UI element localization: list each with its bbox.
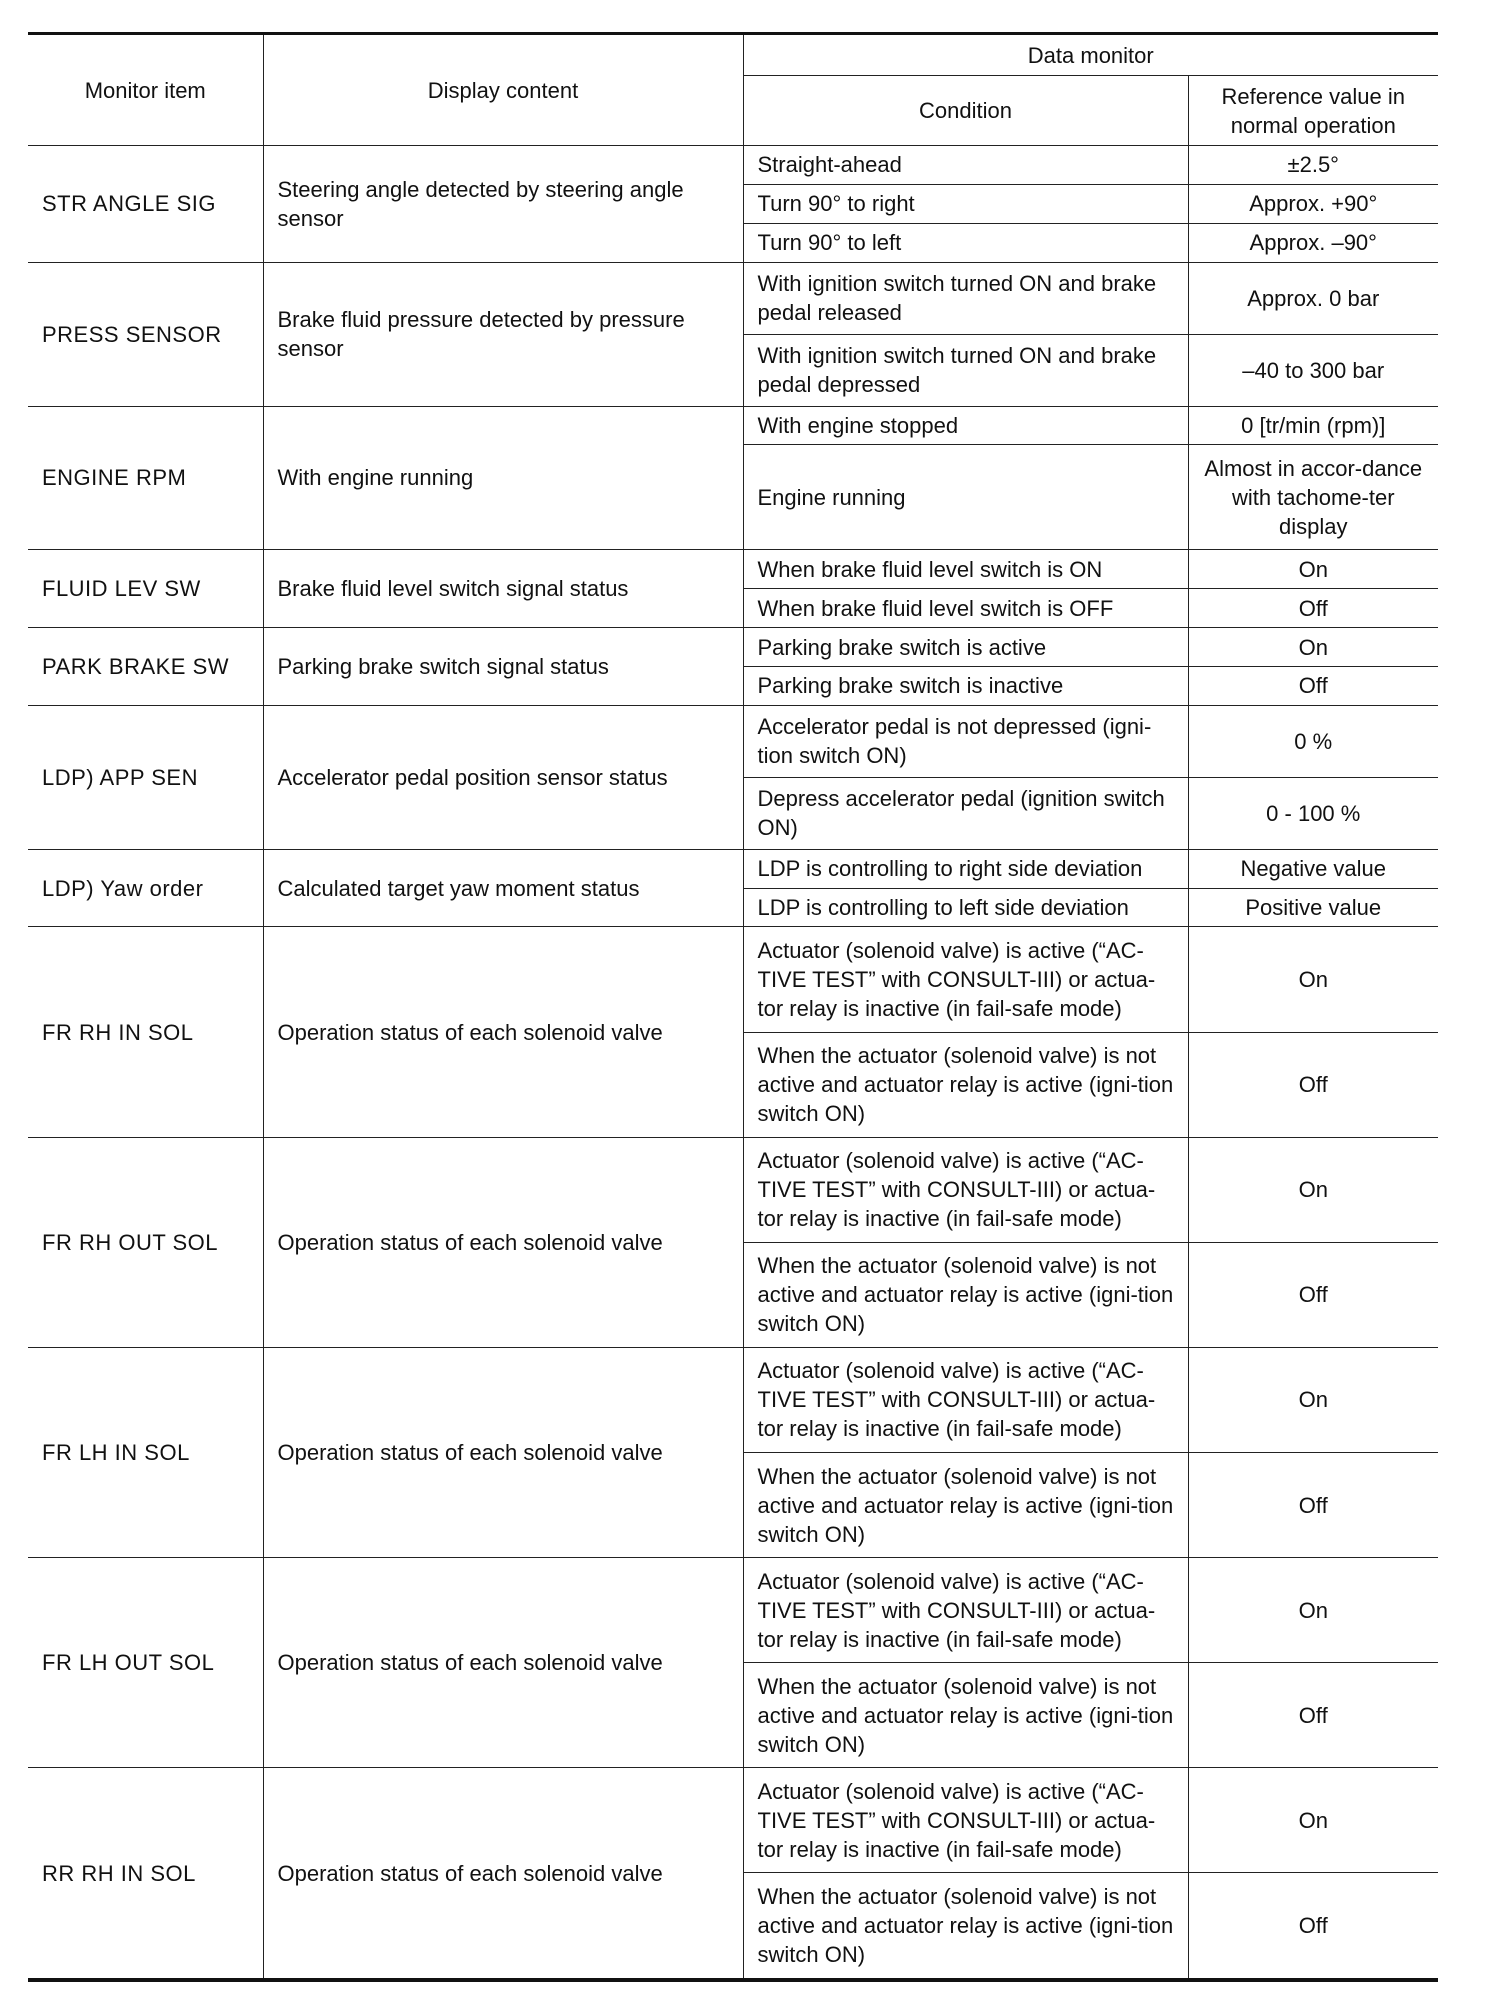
monitor-item-cell: LDP) Yaw order (28, 849, 263, 927)
condition-cell: Actuator (solenoid valve) is active (“AC-TIVE TEST” with CONSULT-III) or actua-tor relay is inactive (in fail-safe mode) (743, 1347, 1188, 1452)
header-monitor-item: Monitor item (28, 34, 263, 146)
condition-cell: When the actuator (solenoid valve) is not active and actuator relay is active (igni-tion switch ON) (743, 1453, 1188, 1558)
reference-value-cell: Approx. +90° (1188, 184, 1438, 223)
table-row (28, 1137, 1438, 1242)
table-body (28, 146, 1438, 1981)
display-content-cell: Brake fluid pressure detected by pressure sensor (263, 262, 743, 406)
header-data-monitor: Data monitor (743, 34, 1438, 76)
monitor-item-cell: FR RH IN SOL (28, 927, 263, 1137)
condition-cell: With ignition switch turned ON and brake pedal released (743, 262, 1188, 334)
reference-value-cell: Off (1188, 1453, 1438, 1558)
condition-cell: Turn 90° to left (743, 223, 1188, 262)
monitor-item-cell: PARK BRAKE SW (28, 628, 263, 706)
monitor-item-cell: RR RH IN SOL (28, 1768, 263, 1980)
reference-value-cell: On (1188, 1558, 1438, 1663)
reference-value-cell: Positive value (1188, 888, 1438, 927)
condition-cell: Straight-ahead (743, 146, 1188, 185)
table-row (28, 406, 1438, 445)
display-content-cell: Operation status of each solenoid valve (263, 1768, 743, 1980)
reference-value-cell: 0 % (1188, 705, 1438, 777)
monitor-item-cell: ENGINE RPM (28, 406, 263, 550)
condition-cell: Parking brake switch is inactive (743, 666, 1188, 705)
condition-cell: Actuator (solenoid valve) is active (“AC-TIVE TEST” with CONSULT-III) or actua-tor relay is inactive (in fail-safe mode) (743, 1137, 1188, 1242)
reference-value-cell: Negative value (1188, 849, 1438, 888)
reference-value-cell: On (1188, 1768, 1438, 1873)
reference-value-cell: On (1188, 550, 1438, 589)
reference-value-cell: Off (1188, 1873, 1438, 1980)
monitor-data-table (28, 32, 1438, 1982)
table-row (28, 1768, 1438, 1873)
reference-value-cell: Almost in accor-dance with tachome-ter display (1188, 445, 1438, 550)
monitor-item-cell: FR LH OUT SOL (28, 1558, 263, 1768)
monitor-item-cell: STR ANGLE SIG (28, 146, 263, 263)
monitor-item-cell: FR LH IN SOL (28, 1347, 263, 1557)
monitor-item-cell: LDP) APP SEN (28, 705, 263, 849)
condition-cell: Depress accelerator pedal (ignition switch ON) (743, 777, 1188, 849)
reference-value-cell: Off (1188, 1663, 1438, 1768)
condition-cell: With ignition switch turned ON and brake pedal depressed (743, 334, 1188, 406)
header-display-content: Display content (263, 34, 743, 146)
reference-value-cell: Off (1188, 1032, 1438, 1137)
condition-cell: Actuator (solenoid valve) is active (“AC-TIVE TEST” with CONSULT-III) or actua-tor relay is inactive (in fail-safe mode) (743, 927, 1188, 1032)
table-row (28, 1558, 1438, 1663)
display-content-cell: Operation status of each solenoid valve (263, 927, 743, 1137)
reference-value-cell: Approx. 0 bar (1188, 262, 1438, 334)
condition-cell: When the actuator (solenoid valve) is not active and actuator relay is active (igni-tion switch ON) (743, 1873, 1188, 1980)
table-row (28, 262, 1438, 334)
condition-cell: LDP is controlling to right side deviation (743, 849, 1188, 888)
condition-cell: When brake fluid level switch is ON (743, 550, 1188, 589)
reference-value-cell: 0 [tr/min (rpm)] (1188, 406, 1438, 445)
table-row (28, 705, 1438, 777)
reference-value-cell: Off (1188, 589, 1438, 628)
condition-cell: Turn 90° to right (743, 184, 1188, 223)
condition-cell: LDP is controlling to left side deviation (743, 888, 1188, 927)
reference-value-cell: On (1188, 628, 1438, 667)
condition-cell: With engine stopped (743, 406, 1188, 445)
display-content-cell: Operation status of each solenoid valve (263, 1558, 743, 1768)
monitor-item-cell: FLUID LEV SW (28, 550, 263, 628)
header-reference-value: Reference value in normal operation (1188, 76, 1438, 146)
monitor-item-cell: PRESS SENSOR (28, 262, 263, 406)
reference-value-cell: ±2.5° (1188, 146, 1438, 185)
header-condition: Condition (743, 76, 1188, 146)
condition-cell: Actuator (solenoid valve) is active (“AC-TIVE TEST” with CONSULT-III) or actua-tor relay is inactive (in fail-safe mode) (743, 1558, 1188, 1663)
reference-value-cell: Approx. –90° (1188, 223, 1438, 262)
condition-cell: Parking brake switch is active (743, 628, 1188, 667)
condition-cell: Engine running (743, 445, 1188, 550)
reference-value-cell: Off (1188, 1242, 1438, 1347)
display-content-cell: Accelerator pedal position sensor status (263, 705, 743, 849)
reference-value-cell: 0 - 100 % (1188, 777, 1438, 849)
reference-value-cell: –40 to 300 bar (1188, 334, 1438, 406)
table-row (28, 849, 1438, 888)
condition-cell: Actuator (solenoid valve) is active (“AC-TIVE TEST” with CONSULT-III) or actua-tor relay is inactive (in fail-safe mode) (743, 1768, 1188, 1873)
display-content-cell: Calculated target yaw moment status (263, 849, 743, 927)
monitor-item-cell: FR RH OUT SOL (28, 1137, 263, 1347)
display-content-cell: Brake fluid level switch signal status (263, 550, 743, 628)
display-content-cell: Parking brake switch signal status (263, 628, 743, 706)
reference-value-cell: On (1188, 927, 1438, 1032)
condition-cell: Accelerator pedal is not depressed (igni-tion switch ON) (743, 705, 1188, 777)
display-content-cell: With engine running (263, 406, 743, 550)
table-row (28, 146, 1438, 185)
condition-cell: When the actuator (solenoid valve) is not active and actuator relay is active (igni-tion switch ON) (743, 1663, 1188, 1768)
table-row (28, 628, 1438, 667)
condition-cell: When brake fluid level switch is OFF (743, 589, 1188, 628)
reference-value-cell: On (1188, 1137, 1438, 1242)
display-content-cell: Steering angle detected by steering angle sensor (263, 146, 743, 263)
reference-value-cell: Off (1188, 666, 1438, 705)
table-header (28, 34, 1438, 146)
table-row (28, 927, 1438, 1032)
display-content-cell: Operation status of each solenoid valve (263, 1137, 743, 1347)
condition-cell: When the actuator (solenoid valve) is not active and actuator relay is active (igni-tion switch ON) (743, 1032, 1188, 1137)
display-content-cell: Operation status of each solenoid valve (263, 1347, 743, 1557)
table-row (28, 550, 1438, 589)
condition-cell: When the actuator (solenoid valve) is not active and actuator relay is active (igni-tion switch ON) (743, 1242, 1188, 1347)
table-row (28, 1347, 1438, 1452)
reference-value-cell: On (1188, 1347, 1438, 1452)
